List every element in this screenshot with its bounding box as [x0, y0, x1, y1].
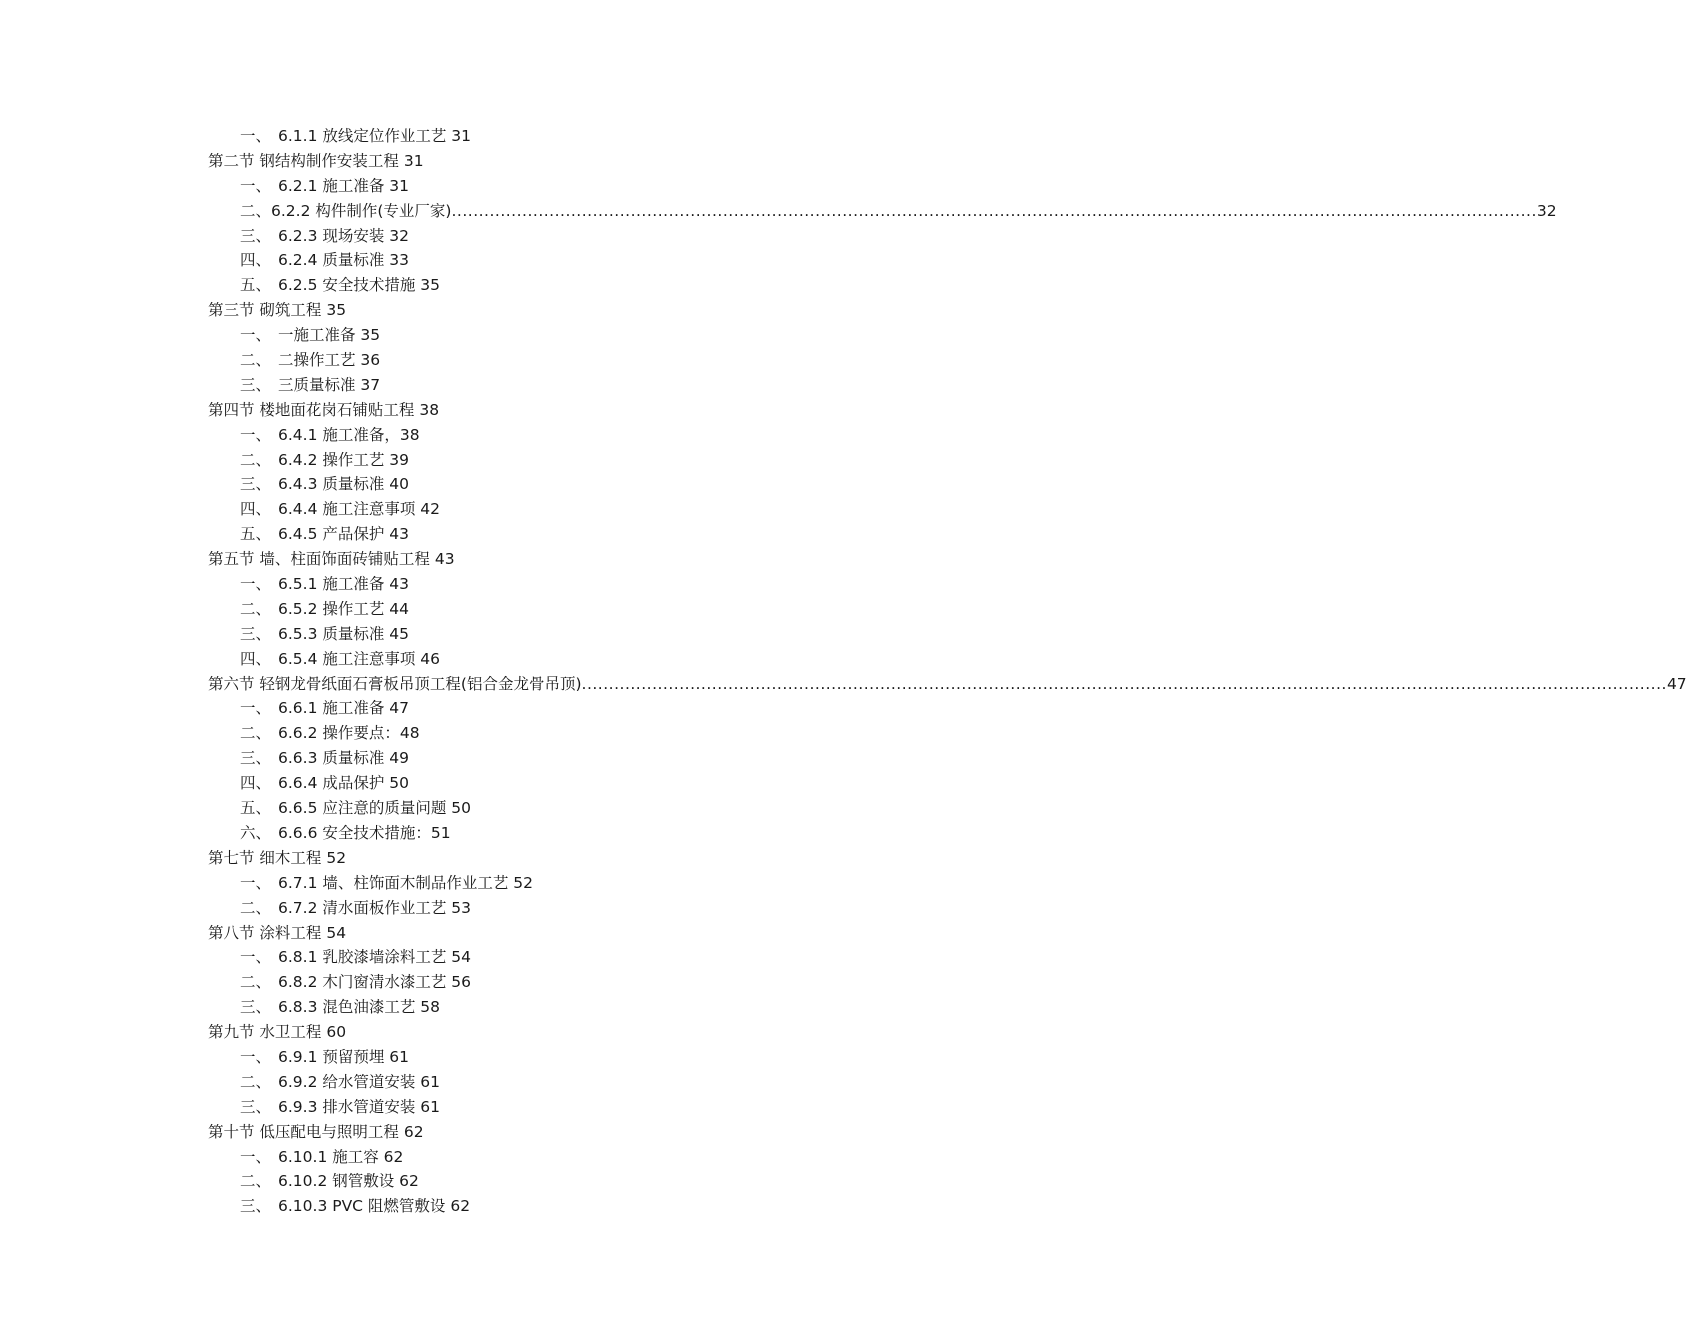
toc-entry-title: 6.2.1 施工准备 31: [278, 176, 410, 195]
toc-subsection-entry[interactable]: [0, 721, 950, 746]
toc-entry-title: 6.5.2 操作工艺 44: [278, 599, 410, 618]
toc-entry-number: 一、: [240, 948, 272, 967]
toc-section-entry[interactable]: [0, 846, 950, 871]
toc-entry-number: 二、: [240, 599, 272, 618]
toc-subsection-entry[interactable]: [0, 696, 950, 721]
toc-entry-title: 6.4.3 质量标准 40: [278, 475, 410, 494]
toc-entry-title: 第五节 墙、柱面饰面砖铺贴工程 43: [208, 550, 455, 569]
toc-subsection-entry[interactable]: [0, 970, 950, 995]
toc-entry-title: 6.8.3 混色油漆工艺 58: [278, 998, 441, 1017]
toc-entry-title: 三质量标准 37: [278, 375, 381, 394]
toc-entry-title: 6.7.1 墙、柱饰面木制品作业工艺 52: [278, 873, 534, 892]
toc-entry-number: 一、: [240, 176, 272, 195]
toc-entry-number: 一、: [240, 326, 272, 345]
toc-subsection-entry[interactable]: [0, 871, 950, 896]
toc-entry-number: 一、: [240, 699, 272, 718]
toc-subsection-entry[interactable]: [0, 572, 950, 597]
toc-entry-number: 三、: [240, 226, 272, 245]
toc-subsection-entry[interactable]: [0, 647, 950, 672]
toc-entry-title: 第十节 低压配电与照明工程 62: [208, 1122, 424, 1141]
toc-entry-number: 四、: [240, 500, 272, 519]
toc-entry-title: 6.4.1 施工准备，38: [278, 425, 420, 444]
toc-subsection-entry[interactable]: [0, 497, 950, 522]
toc-dot-leader: [582, 672, 1667, 697]
toc-entry-number: 二、: [240, 898, 272, 917]
toc-entry-title: 6.6.4 成品保护 50: [278, 774, 410, 793]
toc-entry-title: 第六节 轻钢龙骨纸面石膏板吊顶工程(铝合金龙骨吊顶): [208, 674, 582, 693]
toc-entry-title: 6.10.1 施工容 62: [278, 1147, 404, 1166]
toc-subsection-entry[interactable]: [0, 273, 950, 298]
toc-entry-number: 二、: [240, 351, 272, 370]
toc-entry-number: 一、: [240, 127, 272, 145]
toc-subsection-entry[interactable]: [0, 896, 950, 921]
toc-section-entry[interactable]: [0, 1120, 950, 1145]
toc-entry-number: 四、: [240, 649, 272, 668]
toc-subsection-entry[interactable]: [0, 1169, 950, 1194]
toc-subsection-entry[interactable]: [0, 1095, 950, 1120]
toc-entry-page: 47: [1666, 674, 1687, 693]
toc-entry-title: 6.5.3 质量标准 45: [278, 624, 410, 643]
toc-subsection-entry[interactable]: [0, 124, 950, 149]
toc-subsection-entry[interactable]: [0, 1194, 950, 1219]
toc-entry-title: 第九节 水卫工程 60: [208, 1023, 347, 1042]
toc-subsection-entry[interactable]: [0, 323, 950, 348]
toc-entry-title: 第七节 细木工程 52: [208, 848, 347, 867]
toc-entry-number: 二、: [240, 1072, 272, 1091]
toc-subsection-entry[interactable]: [0, 472, 950, 497]
toc-entry-title: 一施工准备 35: [278, 326, 381, 345]
toc-entry-title: 6.4.5 产品保护 43: [278, 525, 410, 544]
toc-entry-number: 二、: [240, 973, 272, 992]
toc-dot-leader: [451, 199, 1536, 224]
toc-section-entry[interactable]: [0, 298, 950, 323]
toc-entry-page: 32: [1536, 201, 1557, 220]
toc-section-entry[interactable]: [0, 921, 950, 946]
toc-entry-title: 6.8.1 乳胶漆墙涂料工艺 54: [278, 948, 472, 967]
toc-entry-title: 6.6.3 质量标准 49: [278, 749, 410, 768]
toc-entry-title: 6.1.1 放线定位作业工艺 31: [278, 127, 472, 145]
toc-entry-title: 6.5.4 施工注意事项 46: [278, 649, 441, 668]
toc-entry-number: 一、: [240, 873, 272, 892]
toc-entry-number: 五、: [240, 525, 272, 544]
toc-subsection-entry[interactable]: [0, 348, 950, 373]
toc-entry-title: 6.10.2 钢管敷设 62: [278, 1172, 419, 1191]
toc-entry-number: 六、: [240, 823, 272, 842]
toc-entry-title: 第三节 砌筑工程 35: [208, 301, 347, 320]
toc-subsection-entry[interactable]: [0, 771, 950, 796]
toc-subsection-entry[interactable]: [0, 821, 950, 846]
toc-entry-number: 三、: [240, 375, 272, 394]
toc-entry-number: 一、: [240, 575, 272, 594]
toc-entry-title: 6.4.4 施工注意事项 42: [278, 500, 441, 519]
toc-entry-number: 二、: [240, 1172, 272, 1191]
toc-entry-title: 二操作工艺 36: [278, 351, 381, 370]
toc-entry-title: 6.9.1 预留预埋 61: [278, 1047, 410, 1066]
toc-section-entry[interactable]: [0, 149, 950, 174]
toc-subsection-entry[interactable]: [0, 199, 1557, 224]
toc-entry-number: 一、: [240, 1147, 272, 1166]
toc-subsection-entry[interactable]: [0, 522, 950, 547]
toc-subsection-entry[interactable]: [0, 448, 950, 473]
toc-entry-number: 三、: [240, 475, 272, 494]
toc-subsection-entry[interactable]: [0, 423, 950, 448]
toc-entry-title: 第四节 楼地面花岗石铺贴工程 38: [208, 400, 440, 419]
toc-entry-title: 6.9.2 给水管道安装 61: [278, 1072, 441, 1091]
toc-subsection-entry[interactable]: [0, 373, 950, 398]
toc-subsection-entry[interactable]: [0, 945, 950, 970]
toc-entry-title: 6.2.3 现场安装 32: [278, 226, 410, 245]
toc-subsection-entry[interactable]: [0, 248, 950, 273]
toc-section-entry[interactable]: [0, 547, 950, 572]
toc-subsection-entry[interactable]: [0, 597, 950, 622]
toc-entry-number: 一、: [240, 425, 272, 444]
toc-entry-title: 6.10.3 PVC 阻燃管敷设 62: [278, 1197, 471, 1216]
toc-entry-number: 三、: [240, 1097, 272, 1116]
toc-section-entry[interactable]: [0, 1020, 950, 1045]
toc-entry-number: 一、: [240, 1047, 272, 1066]
toc-entry-number: 二、: [240, 450, 272, 469]
toc-subsection-entry[interactable]: [0, 746, 950, 771]
toc-entry-title: 6.6.6 安全技术措施：51: [278, 823, 451, 842]
toc-entry-title: 6.2.2 构件制作(专业厂家): [271, 201, 452, 220]
toc-entry-title: 6.4.2 操作工艺 39: [278, 450, 410, 469]
toc-subsection-entry[interactable]: [0, 1045, 950, 1070]
toc-subsection-entry[interactable]: [0, 224, 950, 249]
toc-subsection-entry[interactable]: [0, 995, 950, 1020]
toc-entry-title: 6.6.1 施工准备 47: [278, 699, 410, 718]
toc-subsection-entry[interactable]: [0, 622, 950, 647]
toc-entry-number: 二、: [240, 201, 272, 220]
toc-entry-number: 三、: [240, 624, 272, 643]
table-of-contents: [0, 124, 1687, 1219]
toc-entry-title: 6.7.2 清水面板作业工艺 53: [278, 898, 472, 917]
toc-entry-title: 6.6.2 操作要点：48: [278, 724, 420, 743]
toc-entry-title: 6.2.5 安全技术措施 35: [278, 276, 441, 295]
toc-section-entry[interactable]: [0, 398, 950, 423]
toc-entry-title: 6.9.3 排水管道安装 61: [278, 1097, 441, 1116]
toc-entry-number: 五、: [240, 276, 272, 295]
toc-entry-title: 6.6.5 应注意的质量问题 50: [278, 799, 472, 818]
toc-entry-number: 三、: [240, 749, 272, 768]
toc-entry-number: 三、: [240, 998, 272, 1017]
toc-entry-number: 四、: [240, 251, 272, 270]
toc-entry-title: 6.2.4 质量标准 33: [278, 251, 410, 270]
toc-entry-number: 五、: [240, 799, 272, 818]
toc-entry-title: 6.8.2 木门窗清水漆工艺 56: [278, 973, 472, 992]
toc-entry-title: 6.5.1 施工准备 43: [278, 575, 410, 594]
toc-section-entry[interactable]: [0, 672, 1687, 697]
toc-subsection-entry[interactable]: [0, 796, 950, 821]
toc-subsection-entry[interactable]: [0, 1145, 950, 1170]
toc-subsection-entry[interactable]: [0, 174, 950, 199]
toc-entry-number: 三、: [240, 1197, 272, 1216]
toc-entry-title: 第八节 涂料工程 54: [208, 923, 347, 942]
toc-entry-number: 二、: [240, 724, 272, 743]
toc-entry-title: 第二节 钢结构制作安装工程 31: [208, 151, 424, 170]
toc-entry-number: 四、: [240, 774, 272, 793]
toc-subsection-entry[interactable]: [0, 1070, 950, 1095]
